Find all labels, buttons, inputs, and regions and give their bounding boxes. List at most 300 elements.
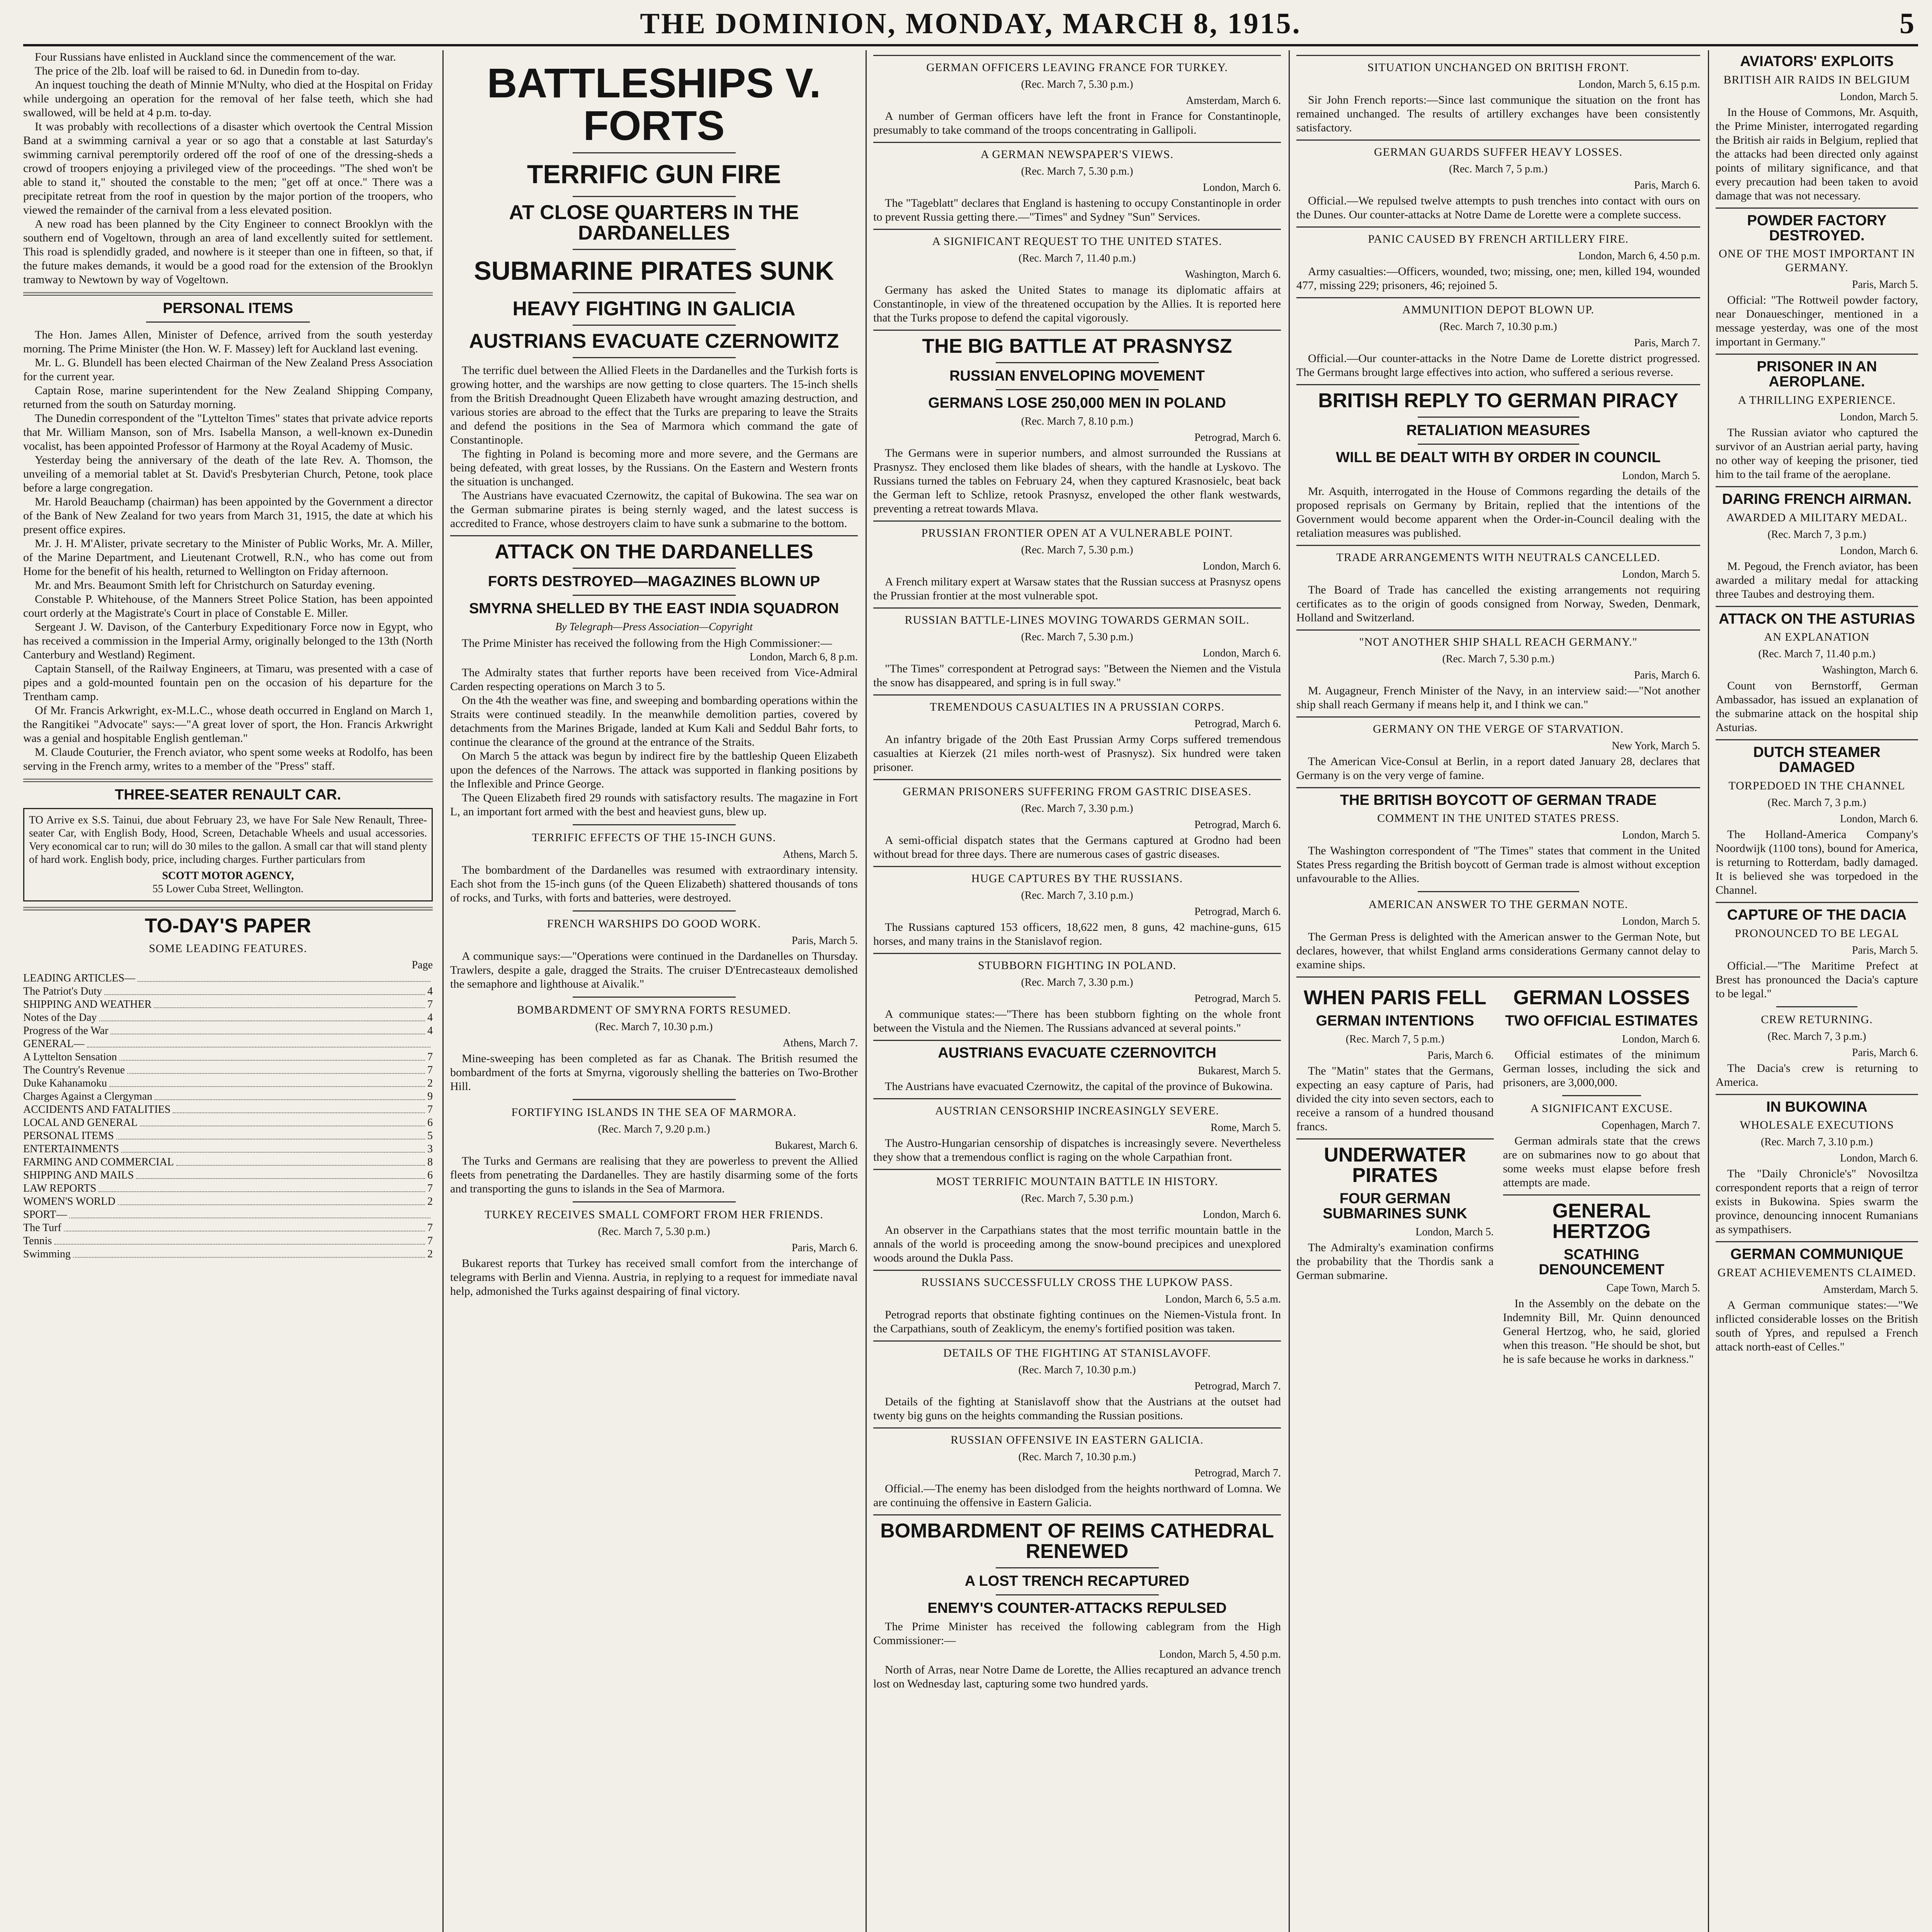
received-time: (Rec. March 7, 5.30 p.m.) [1021, 631, 1133, 643]
contents-row [23, 985, 433, 998]
dateline: Paris, March 5. [1852, 279, 1918, 291]
news-paragraph: M. Claude Couturier, the French aviator, who spent some weeks at Rodolfo, has been serving in the French army, writes to a member of the "Press" staff. [23, 745, 433, 772]
news-paragraph: An inquest touching the death of Minnie M'Nulty, who died at the Hospital on Friday while undergoing an operation for the removal of her false teeth, which she had swallowed, will be held at 4 p.m. to-day. [23, 78, 433, 119]
contents-page: 6 [427, 1169, 433, 1181]
news-paragraph: The Turks and Germans are realising that they are powerless to prevent the Allied fleets from penetrating the Dardanelles. They are hastily disarming some of the forts and transporting the guns to islands in the Sea of Marmora. [450, 1154, 858, 1195]
sub-column-right [1503, 982, 1701, 1366]
contents-page: 3 [427, 1143, 433, 1155]
advert-company: SCOTT MOTOR AGENCY, [162, 869, 294, 882]
news-paragraph: The Russian aviator who captured the survivor of an Austrian aerial party, having no other way of keeping the prisoner, tied him to the tail frame of the aeroplane. [1716, 426, 1918, 481]
contents-row [23, 1090, 433, 1103]
news-paragraph: A French military expert at Warsaw states that the Russian success at Prasnysz opens the Prussian frontier at the most vulnerable spot. [873, 575, 1281, 602]
advert-address: 55 Lower Cuba Street, Wellington. [152, 883, 304, 895]
news-paragraph: On the 4th the weather was fine, and sweeping and bombarding operations within the Straits were continued steadily. In the meanwhile demolition parties, covered by detachments from the Marines Brigade, landed at Kum Kali and Seddul Bahr forts, to continue the clearance of the ground at the entrance of the Straits. [450, 694, 858, 748]
news-paragraph: Mr. Asquith, interrogated in the House of Commons regarding the details of the proposed reprisals on Germany by Britain, replied that the intentions of the Government would become apparent when the Order-in-Council dealing with the retaliation measures was published. [1296, 485, 1700, 539]
news-paragraph: The Holland-America Company's Noordwijk (1100 tons), bound for America, is returning to Rotterdam, badly damaged. It is believed she was torpedoed in the Channel. [1716, 828, 1918, 896]
news-paragraph: The Board of Trade has cancelled the existing arrangements not requiring certificates as to the origin of goods consigned from Norway, Sweden, Denmark, Holland and Switzerland. [1296, 583, 1700, 624]
divider [573, 824, 736, 825]
divider [873, 1270, 1281, 1271]
section-heading: DARING FRENCH AIRMAN. [1722, 491, 1912, 507]
news-paragraph: Official.—"The Maritime Prefect at Brest has pronounced the Dacia's capture to be legal." [1716, 959, 1918, 1000]
headline-deck: HEAVY FIGHTING IN GALICIA [512, 298, 796, 320]
column-rule [1708, 50, 1709, 1932]
divider [996, 389, 1159, 390]
section-heading: WHEN PARIS FELL [1303, 986, 1486, 1009]
section-subheading: A THRILLING EXPERIENCE. [1738, 393, 1896, 406]
section-heading: DUTCH STEAMER DAMAGED [1753, 744, 1881, 776]
dateline: London, March 6. [1202, 647, 1281, 659]
contents-row [23, 972, 433, 985]
column-rule [442, 50, 444, 1932]
received-time: (Rec. March 7, 11.40 p.m.) [1019, 252, 1136, 264]
divider [1296, 787, 1700, 788]
contents-list [23, 959, 433, 1261]
section-heading: UNDERWATER PIRATES [1324, 1144, 1466, 1187]
contents-page: 6 [427, 1116, 433, 1129]
dateline: Paris, March 6. [1852, 1046, 1918, 1059]
contents-page: 5 [427, 1129, 433, 1142]
divider [1296, 1138, 1494, 1139]
dateline: London, March 6. [1202, 182, 1281, 194]
received-time: (Rec. March 7, 3.10 p.m.) [1760, 1136, 1873, 1148]
leader-dots [99, 1182, 425, 1192]
divider [1776, 1006, 1857, 1007]
leader-dots [119, 1051, 425, 1061]
divider [23, 292, 433, 296]
contents-row [23, 1116, 433, 1129]
contents-row [23, 1156, 433, 1169]
contents-page: 7 [427, 998, 433, 1010]
todays-paper-subheading: SOME LEADING FEATURES. [149, 942, 307, 955]
column-3 [873, 50, 1281, 1932]
advert-heading: THREE-SEATER RENAULT CAR. [115, 786, 341, 803]
received-time: (Rec. March 7, 11.40 p.m.) [1758, 648, 1876, 660]
contents-page: 7 [427, 1221, 433, 1234]
news-paragraph: "The Times" correspondent at Petrograd says: "Between the Niemen and the Vistula the snow has disappeared, and spring is in full sway." [873, 662, 1281, 689]
divider [1418, 444, 1579, 445]
received-time: (Rec. March 7, 3.30 p.m.) [1021, 802, 1133, 815]
dateline: London, March 5. [1840, 90, 1918, 103]
section-subheading: WILL BE DEALT WITH BY ORDER IN COUNCIL [1336, 449, 1661, 466]
dateline: Petrograd, March 6. [1194, 718, 1281, 730]
section-heading: A GERMAN NEWSPAPER'S VIEWS. [980, 148, 1174, 161]
divider [573, 292, 736, 293]
divider [573, 152, 736, 153]
contents-label: Progress of the War [23, 1024, 109, 1037]
dateline: Amsterdam, March 6. [1186, 95, 1281, 107]
news-paragraph: In the House of Commons, Mr. Asquith, the Prime Minister, interrogated regarding the British air raids in Belgium, replied that the attacks had been directed only against points of military significance, and that every precaution had been taken to avoid damage that was not necessary. [1716, 105, 1918, 202]
news-paragraph: The Hon. James Allen, Minister of Defence, arrived from the south yesterday morning. The Prime Minister (the Hon. W. F. Massey) left for Auckland last evening. [23, 328, 433, 355]
news-paragraph: Army casualties:—Officers, wounded, two; missing, one; men, killed 194, wounded 477, missing 229; prisoners, 46; rejoined 5. [1296, 265, 1700, 292]
dateline: London, March 6. [1840, 813, 1918, 825]
news-paragraph: The "Tageblatt" declares that England is hastening to occupy Constantinople in order to prevent Russia getting there.—"Times" and Sydney "Sun" Services. [873, 197, 1281, 223]
news-paragraph: The Prime Minister has received the following from the High Commissioner:— [462, 636, 832, 650]
received-time: (Rec. March 7, 5.30 p.m.) [1021, 78, 1133, 90]
section-heading: RUSSIANS SUCCESSFULLY CROSS THE LUPKOW PASS. [921, 1276, 1233, 1289]
section-heading: CAPTURE OF THE DACIA [1727, 906, 1907, 923]
section-heading: FRENCH WARSHIPS DO GOOD WORK. [547, 917, 761, 930]
contents-label: Charges Against a Clergyman [23, 1090, 153, 1102]
contents-label: SHIPPING AND MAILS [23, 1169, 134, 1181]
received-time: (Rec. March 7, 8.10 p.m.) [1021, 415, 1133, 427]
news-paragraph: The "Daily Chronicle's" Novosiltza correspondent reports that a reign of terror exists in Bukowina. Spies swarm the province, denouncing innocent Rumanians as sympathisers. [1716, 1167, 1918, 1236]
dateline: Rome, March 5. [1211, 1122, 1281, 1134]
contents-label: The Turf [23, 1221, 61, 1234]
contents-row [23, 1129, 433, 1143]
section-heading: MOST TERRIFIC MOUNTAIN BATTLE IN HISTORY. [936, 1175, 1218, 1188]
leader-dots [136, 1169, 425, 1179]
news-paragraph: A semi-official dispatch states that the Germans captured at Grodno had been without bread for three days. There are numerous cases of gastric diseases. [873, 833, 1281, 861]
dateline: Washington, March 6. [1822, 664, 1918, 677]
news-paragraph: German admirals state that the crews are on submarines now to go about that some weeks must elapse before fresh attempts are made. [1503, 1134, 1700, 1189]
dateline: London, March 6. [1202, 1209, 1281, 1221]
divider [1296, 384, 1700, 385]
news-paragraph: The German Press is delighted with the American answer to the German Note, but declares, however, that whilst England arms considerations Germany cannot delay to examine ships. [1296, 930, 1700, 971]
dateline: London, March 6, 4.50 p.m. [1578, 250, 1700, 262]
news-paragraph: The Austrians have evacuated Czernowitz, the capital of Bukowina. The sea war on the German submarine pirates is being sternly waged, and the latest success is accredited to France, whose destroyers claim to have sunk a submarine to the bottom. [450, 489, 858, 530]
section-subheading: COMMENT IN THE UNITED STATES PRESS. [1377, 812, 1619, 825]
section-subheading: BRITISH AIR RAIDS IN BELGIUM [1723, 73, 1910, 86]
dateline: Bukarest, March 5. [1198, 1065, 1281, 1077]
contents-label: Notes of the Day [23, 1011, 97, 1024]
dateline: Petrograd, March 7. [1194, 1380, 1281, 1393]
news-paragraph: An infantry brigade of the 20th East Prussian Army Corps suffered tremendous casualties at Kierzek (21 miles north-west of Prasnysz). Six hundred were taken prisoner. [873, 733, 1281, 774]
section-heading: TURKEY RECEIVES SMALL COMFORT FROM HER FRIENDS. [485, 1208, 823, 1221]
dateline: Petrograd, March 6. [1194, 431, 1281, 444]
divider [1296, 716, 1700, 718]
divider [873, 779, 1281, 780]
column-rule [866, 50, 867, 1932]
headline-deck: SUBMARINE PIRATES SUNK [474, 256, 834, 286]
contents-row [23, 1182, 433, 1195]
contents-page: 4 [427, 1024, 433, 1037]
news-paragraph: In the Assembly on the debate on the Indemnity Bill, Mr. Quinn denounced General Hertzog, who, he said, gloried when this treason. "He should be shot, but he is safe because he works in darkness." [1503, 1297, 1700, 1366]
divider [873, 330, 1281, 331]
dateline: London, March 5. [1622, 915, 1700, 928]
dateline: Paris, March 5. [791, 934, 858, 947]
news-paragraph: Official.—Our counter-attacks in the Notre Dame de Lorette district progressed. The Germans brought large effectives into action, who suffered a serious reverse. [1296, 352, 1700, 379]
contents-row [23, 1143, 433, 1156]
section-subheading: ONE OF THE MOST IMPORTANT IN GERMANY. [1719, 247, 1915, 274]
news-paragraph: Germany has asked the United States to manage its diplomatic affairs at Constantinople, in view of the threatened occupation by the Allies. It is reported here that the Turks propose to defend the capital vigorously. [873, 284, 1281, 324]
divider [146, 321, 310, 323]
dateline: London, March 5. [1622, 829, 1700, 842]
divider [1716, 902, 1918, 903]
received-time: (Rec. March 7, 5 p.m.) [1449, 163, 1548, 175]
dateline: London, March 6. [1202, 560, 1281, 572]
news-paragraph: The Dacia's crew is returning to America. [1716, 1061, 1918, 1088]
divider [873, 1098, 1281, 1099]
section-heading: AUSTRIANS EVACUATE CZERNOVITCH [938, 1044, 1216, 1061]
received-time: (Rec. March 7, 3.10 p.m.) [1021, 889, 1133, 901]
received-time: (Rec. March 7, 3 p.m.) [1767, 796, 1866, 809]
contents-page: 2 [427, 1077, 433, 1089]
headline-deck: TERRIFIC GUN FIRE [527, 160, 781, 189]
dateline: Copenhagen, March 7. [1601, 1119, 1700, 1132]
section-heading: AMMUNITION DEPOT BLOWN UP. [1402, 303, 1595, 316]
news-paragraph: The fighting in Poland is becoming more and more severe, and the Germans are being defeated, with great losses, by the Russians. On the Eastern and Western fronts the situation is unchanged. [450, 447, 858, 488]
received-time: (Rec. March 7, 5.30 p.m.) [1021, 165, 1133, 177]
news-paragraph: A number of German officers have left the front in France for Constantinople, presumably to take command of the troops concentrating in Gallipoli. [873, 110, 1281, 136]
dateline: Petrograd, March 6. [1194, 905, 1281, 918]
dateline: Paris, March 6. [791, 1242, 858, 1254]
received-time: (Rec. March 7, 10.30 p.m.) [1018, 1364, 1136, 1376]
divider [23, 907, 433, 910]
section-heading: HUGE CAPTURES BY THE RUSSIANS. [971, 872, 1183, 885]
received-time: (Rec. March 7, 5.30 p.m.) [1021, 1192, 1133, 1205]
section-heading: "NOT ANOTHER SHIP SHALL REACH GERMANY." [1359, 635, 1638, 648]
contents-row [23, 1248, 433, 1261]
section-subheading: ENEMY'S COUNTER-ATTACKS REPULSED [927, 1600, 1227, 1617]
news-paragraph: The terrific duel between the Allied Fleets in the Dardanelles and the Turkish forts is growing hotter, and the warships are now getting to close quarters. The 15-inch shells from the British Dreadnought Queen Elizabeth have wrought amazing destruction, and various stories are abroad to the effect that the Turks are preparing to leave the Straits and defend the positions in the Sea of Marmora which command the gate of Constantinople. [450, 364, 858, 447]
section-heading: IN BUKOWINA [1766, 1099, 1867, 1115]
divider [873, 1427, 1281, 1429]
dateline: Paris, March 5. [1852, 944, 1918, 956]
news-paragraph: Details of the fighting at Stanislavoff show that the Austrians at the outset had twenty big guns on the heights commanding the Russian positions. [873, 1395, 1281, 1422]
divider [996, 1567, 1159, 1568]
news-paragraph: Captain Stansell, of the Railway Engineers, at Timaru, was presented with a case of pipes and a gold-mounted fountain pen on the occasion of his departure for the Trentham camp. [23, 662, 433, 703]
divider [1716, 354, 1918, 355]
contents-page: 2 [427, 1248, 433, 1260]
contents-row [23, 1235, 433, 1248]
news-paragraph: The "Matin" states that the Germans, expecting an easy capture of Paris, had divided the city into seven sectors, each to receive a ransom of a hundred thousand francs. [1296, 1065, 1494, 1133]
divider [1562, 1095, 1641, 1096]
divider [1296, 629, 1700, 631]
contents-row [23, 1037, 433, 1051]
news-paragraph: Petrograd reports that obstinate fighting continues on the Niemen-Vistula front. In the Carpathians, south of Zeaklicym, the enemy's fortified position was taken. [873, 1308, 1281, 1335]
section-heading: PRUSSIAN FRONTIER OPEN AT A VULNERABLE POINT. [921, 526, 1233, 539]
advert-text: TO Arrive ex S.S. Tainui, due about February 23, we have For Sale New Renault, Three-seater Car, with English Body, Hood, Screen, Detachable Wheels and usual accessories. Very economical car to run; will do 30 miles to the gallon. A small car that will stand plenty of hard work. English body, price, including charges. Further particulars from [29, 814, 427, 866]
advertisement [23, 808, 433, 901]
contents-page: 9 [427, 1090, 433, 1102]
section-heading: CREW RETURNING. [1761, 1013, 1873, 1026]
divider [873, 866, 1281, 867]
leader-dots [127, 1064, 425, 1074]
news-paragraph: Four Russians have enlisted in Auckland since the commencement of the war. [35, 51, 396, 63]
news-paragraph: Bukarest reports that Turkey has received small comfort from the interchange of telegrams with Berlin and Vienna. Austria, in replying to a request for immediate naval help, admonished the Turks against despairing of final victory. [450, 1257, 858, 1298]
news-paragraph: The Admiralty states that further reports have been received from Vice-Admiral Carden respecting operations on March 3 to 5. [450, 666, 858, 693]
section-heading: AUSTRIAN CENSORSHIP INCREASINGLY SEVERE. [935, 1104, 1219, 1117]
dateline: London, March 6, 5.5 a.m. [1165, 1293, 1281, 1306]
news-paragraph: Official estimates of the minimum German losses, including the sick and prisoners, are 3,000,000. [1503, 1048, 1700, 1089]
section-heading: PRISONER IN AN AEROPLANE. [1757, 359, 1877, 390]
section-heading: TRADE ARRANGEMENTS WITH NEUTRALS CANCELLED. [1336, 551, 1660, 564]
column-4 [1296, 50, 1700, 1932]
divider [1296, 55, 1700, 56]
column-1 [23, 50, 433, 1932]
divider [873, 1340, 1281, 1342]
leader-dots [64, 1221, 425, 1231]
divider [1418, 417, 1579, 418]
section-heading: DETAILS OF THE FIGHTING AT STANISLAVOFF. [943, 1347, 1211, 1360]
section-heading: GERMAN COMMUNIQUE [1730, 1246, 1903, 1263]
sub-column-left [1296, 982, 1494, 1366]
contents-label: A Lyttelton Sensation [23, 1051, 117, 1063]
section-heading: A SIGNIFICANT EXCUSE. [1530, 1102, 1673, 1115]
divider [873, 607, 1281, 609]
contents-page: 2 [427, 1195, 433, 1208]
contents-row [23, 1208, 433, 1221]
news-paragraph: Count von Bernstorff, German Ambassador, has issued an explanation of the submarine attack on the hospital ship Asturias. [1716, 679, 1918, 734]
divider [1296, 139, 1700, 141]
contents-page: 7 [427, 1103, 433, 1116]
news-paragraph: On March 5 the attack was begun by indirect fire by the battleship Queen Elizabeth upon the defences of the Narrows. The attack was supported in flanking positions by the Inflexible and Prince George. [450, 749, 858, 790]
dateline: Paris, March 6. [1427, 1049, 1494, 1062]
contents-page: 8 [427, 1156, 433, 1168]
divider [573, 325, 736, 326]
contents-label: GENERAL— [23, 1037, 85, 1050]
leader-dots [69, 1208, 430, 1218]
contents-label: LEADING ARTICLES— [23, 972, 135, 984]
divider [873, 1169, 1281, 1170]
contents-page: 4 [427, 1011, 433, 1024]
news-paragraph: Official: "The Rottweil powder factory, near Donaueschinger, mentioned in a message yesterday, was one of the most important in Germany." [1716, 294, 1918, 349]
contents-row [23, 1024, 433, 1037]
section-heading: AMERICAN ANSWER TO THE GERMAN NOTE. [1368, 898, 1628, 911]
headline-deck: AUSTRIANS EVACUATE CZERNOWITZ [469, 330, 839, 353]
dateline: London, March 5, 6.15 p.m. [1578, 78, 1700, 90]
divider [1296, 976, 1700, 978]
dateline: London, March 5. [1840, 411, 1918, 423]
dateline: Athens, March 7. [782, 1037, 858, 1049]
news-paragraph: Of Mr. Francis Arkwright, ex-M.L.C., whose death occurred in England on March 1, the Rangitikei "Advocate" says:—"A great lover of sport, the Hon. Francis Arkwright was a genial and hospitable English gentleman." [23, 704, 433, 745]
section-heading: AVIATORS' EXPLOITS [1740, 53, 1894, 70]
news-paragraph: The Russians captured 153 officers, 18,622 men, 8 guns, 42 machine-guns, 615 horses, and many trains in the Stanislavof region. [873, 920, 1281, 947]
contents-label: LOCAL AND GENERAL [23, 1116, 138, 1129]
leader-dots [118, 1195, 425, 1205]
column-5 [1716, 50, 1918, 1932]
divider [873, 229, 1281, 230]
news-paragraph: Official.—We repulsed twelve attempts to push trenches into contact with ours on the Dunes. Our counter-attacks at Notre Dame de Lorette were a complete success. [1296, 194, 1700, 221]
divider [573, 1201, 736, 1202]
section-heading: GERMANY ON THE VERGE OF STARVATION. [1372, 722, 1624, 735]
contents-label: The Patriot's Duty [23, 985, 102, 997]
contents-row [23, 1051, 433, 1064]
news-paragraph: Yesterday being the anniversary of the death of the late Rev. A. Thomson, the unveiling of a memorial tablet at St. David's Presbyterian Church, Petone, took place before a large congregation. [23, 453, 433, 494]
news-paragraph: The Dunedin correspondent of the "Lyttelton Times" states that private advice reports that Mr. William Manson, son of Mrs. Isabella Manson, a well-known ex-Dunedin vocalist, has been appointed Professor of Harmony at the Royal Academy of Music. [23, 412, 433, 452]
contents-row [23, 1169, 433, 1182]
dateline: London, March 5. [1622, 568, 1700, 580]
news-paragraph: Sergeant J. W. Davison, of the Canterbury Expeditionary Force now in Egypt, who has received a commission in the Imperial Army, originally belonged to the 13th (North Canterbury and Westland) Regiment. [23, 620, 433, 661]
news-paragraph: A German communique states:—"We inflicted considerable losses on the British south of Ypres, and repulsed a French attack north-east of Celles." [1716, 1299, 1918, 1353]
contents-label: Swimming [23, 1248, 71, 1260]
dateline: London, March 6, 8 p.m. [750, 651, 858, 663]
contents-label: WOMEN'S WORLD [23, 1195, 116, 1208]
dateline: London, March 6. [1840, 1152, 1918, 1165]
section-heading: SITUATION UNCHANGED ON BRITISH FRONT. [1367, 61, 1629, 74]
section-heading: GERMAN GUARDS SUFFER HEAVY LOSSES. [1374, 146, 1623, 158]
contents-row [23, 1011, 433, 1024]
divider [1503, 1194, 1701, 1196]
section-subheading: TWO OFFICIAL ESTIMATES [1505, 1013, 1698, 1029]
dateline: Petrograd, March 7. [1194, 1467, 1281, 1480]
section-subheading: AWARDED A MILITARY MEDAL. [1726, 511, 1908, 524]
byline: By Telegraph—Press Association—Copyright [555, 621, 753, 633]
dateline: London, March 5. [1415, 1226, 1494, 1238]
leader-dots [99, 1011, 425, 1021]
received-time: (Rec. March 7, 3.30 p.m.) [1021, 976, 1133, 988]
contents-label: LAW REPORTS [23, 1182, 97, 1194]
section-subheading: RUSSIAN ENVELOPING MOVEMENT [949, 368, 1205, 384]
dateline: Bukarest, March 6. [775, 1139, 858, 1151]
news-paragraph: Captain Rose, marine superintendent for the New Zealand Shipping Company, returned from the south on Saturday morning. [23, 384, 433, 411]
section-heading: THE BIG BATTLE AT PRASNYSZ [922, 335, 1232, 357]
leader-dots [73, 1248, 425, 1258]
section-subheading: FORTS DESTROYED—MAGAZINES BLOWN UP [488, 573, 820, 590]
divider [996, 362, 1159, 363]
news-paragraph: Mr. J. H. M'Alister, private secretary to the Minister of Public Works, Mr. A. Miller, of the Marine Department, and Lieutenant Crotwell, R.N., who has come out from Home for the benefit of his health, returned to Wellington on Friday afternoon. [23, 537, 433, 578]
contents-row [23, 1195, 433, 1208]
main-headline: BATTLESHIPS V. FORTS [487, 60, 821, 149]
news-paragraph: North of Arras, near Notre Dame de Lorette, the Allies recaptured an advance trench lost on Wednesday last, capturing some two hundred yards. [873, 1663, 1281, 1690]
column-rule [1289, 50, 1290, 1932]
news-paragraph: An observer in the Carpathians states that the most terrific mountain battle in the annals of the world is proceeding among the snow-bound precipices and unexplored woods around the Dukla Pass. [873, 1224, 1281, 1265]
section-heading: GERMAN LOSSES [1513, 986, 1690, 1009]
section-subheading: A LOST TRENCH RECAPTURED [964, 1573, 1190, 1590]
section-heading: BOMBARDMENT OF REIMS CATHEDRAL RENEWED [880, 1520, 1274, 1563]
section-subheading: GERMAN INTENTIONS [1316, 1013, 1475, 1029]
section-subheading: GERMANS LOSE 250,000 MEN IN POLAND [928, 395, 1226, 411]
section-heading: ATTACK ON THE ASTURIAS [1718, 611, 1915, 627]
leader-dots [109, 1077, 425, 1087]
divider [23, 779, 433, 782]
divider [1716, 1094, 1918, 1095]
news-paragraph: A communique states:—"There has been stubborn fighting on the whole front between the Vistula and the Niemen. The Russians advanced at several points." [873, 1007, 1281, 1034]
contents-row [23, 1103, 433, 1116]
contents-row [23, 1077, 433, 1090]
section-heading: GERMAN PRISONERS SUFFERING FROM GASTRIC DISEASES. [903, 785, 1252, 798]
received-time: (Rec. March 7, 10.30 p.m.) [1439, 321, 1557, 333]
received-time: (Rec. March 7, 5.30 p.m.) [1442, 653, 1554, 665]
contents-row [23, 1064, 433, 1077]
leader-dots [104, 985, 425, 995]
divider [873, 1514, 1281, 1515]
divider [873, 142, 1281, 143]
divider [573, 357, 736, 358]
divider [996, 1594, 1159, 1595]
received-time: (Rec. March 7, 10.30 p.m.) [595, 1020, 713, 1033]
dateline: Petrograd, March 6. [1194, 818, 1281, 831]
dateline: Petrograd, March 5. [1194, 992, 1281, 1005]
received-time: (Rec. March 7, 5.30 p.m.) [1021, 544, 1133, 556]
divider [873, 1040, 1281, 1041]
received-time: (Rec. March 7, 5 p.m.) [1345, 1033, 1444, 1046]
divider [573, 249, 736, 250]
news-paragraph: Mr. Harold Beauchamp (chairman) has been appointed by the Government a director of the Bank of New Zealand for two years from March 31, 1915, the date at which his present office expires. [23, 495, 433, 536]
leader-dots [111, 1024, 425, 1034]
dateline: Paris, March 6. [1634, 669, 1700, 681]
news-paragraph: Constable P. Whitehouse, of the Manners Street Police Station, has been appointed court orderly at the Magistrate's Court in place of Constable E. Miller. [23, 592, 433, 619]
contents-label: The Country's Revenue [23, 1064, 125, 1076]
column-2 [450, 50, 858, 1932]
dateline: London, March 6. [1622, 1033, 1700, 1046]
news-paragraph: A communique says:—"Operations were continued in the Dardanelles on Thursday. Trawlers, despite a gale, dragged the Straits. The cruiser D'Entrecasteaux demolished the semaphore and lighthouse at Aivalik." [450, 949, 858, 990]
divider [573, 1099, 736, 1100]
divider [573, 997, 736, 998]
section-heading: BOMBARDMENT OF SMYRNA FORTS RESUMED. [517, 1003, 791, 1016]
section-heading: THE BRITISH BOYCOTT OF GERMAN TRADE [1340, 792, 1657, 808]
news-paragraph: The Washington correspondent of "The Times" states that comment in the United States Press regarding the British boycott of German trade is almost without exception unfavourable to the Allies. [1296, 844, 1700, 885]
contents-label: SPORT— [23, 1208, 67, 1221]
section-heading: RUSSIAN BATTLE-LINES MOVING TOWARDS GERMAN SOIL. [905, 613, 1250, 626]
contents-page: 7 [427, 1051, 433, 1063]
news-paragraph: The Prime Minister has received the following cablegram from the High Commissioner:— [873, 1620, 1281, 1647]
split-columns [1296, 982, 1700, 1366]
divider [1716, 207, 1918, 209]
headline-deck: AT CLOSE QUARTERS IN THE DARDANELLES [509, 201, 799, 244]
leader-dots [140, 1116, 425, 1126]
section-heading: FORTIFYING ISLANDS IN THE SEA OF MARMORA. [511, 1105, 797, 1119]
